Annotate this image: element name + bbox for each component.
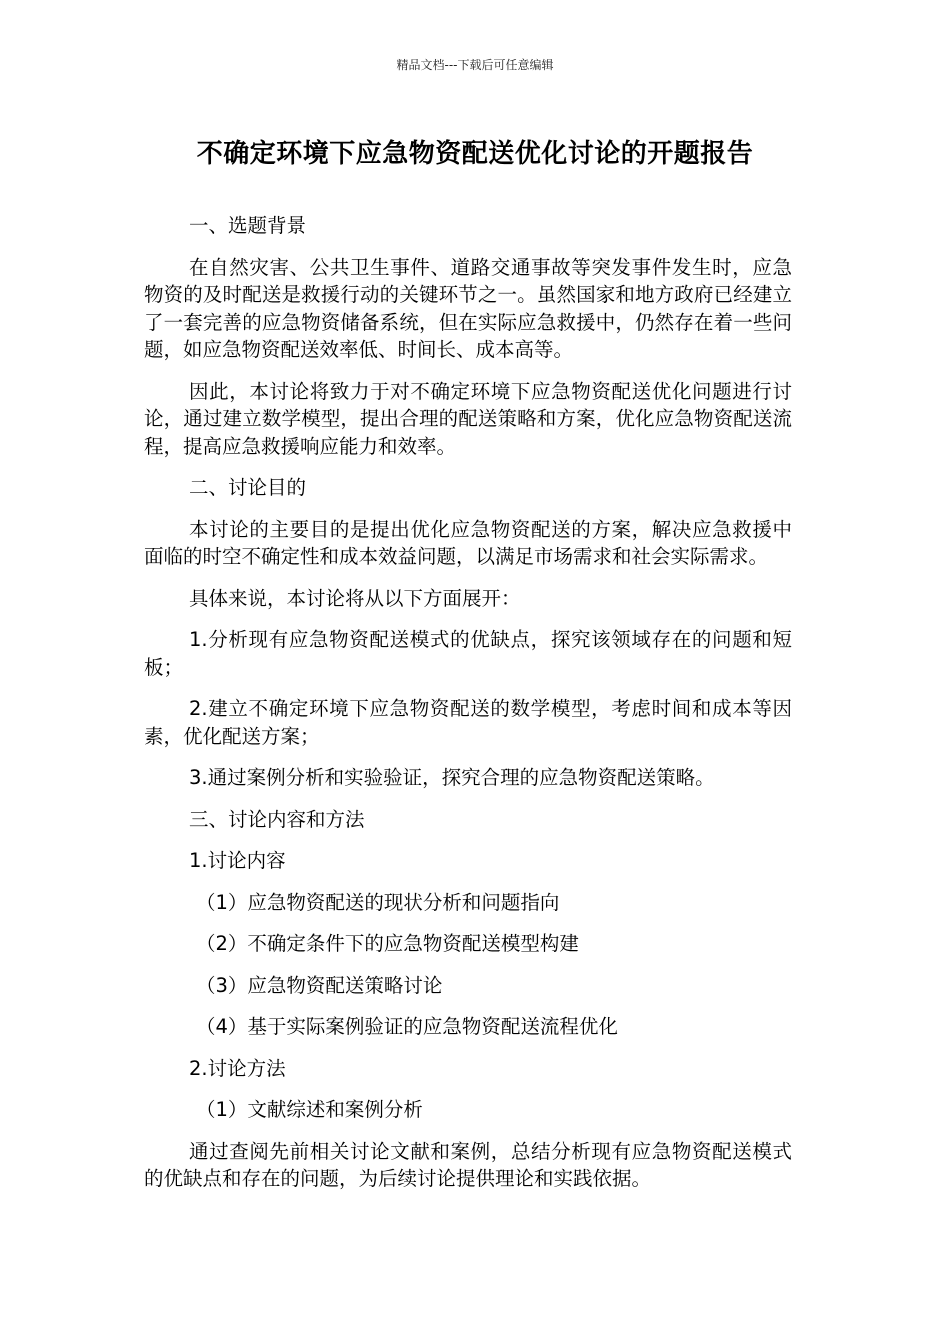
content-item: （4）基于实际案例验证的应急物资配送流程优化 <box>196 1015 618 1038</box>
content-item: （1）应急物资配送的现状分析和问题指向 <box>196 890 560 914</box>
section-heading-content-method: 三、讨论内容和方法 <box>189 807 365 831</box>
page-header: 精品文档---下载后可任意编辑 <box>396 58 554 72</box>
paragraph-method-1: 通过查阅先前相关讨论文献和案例，总结分析现有应急物资配送模式的优缺点和存在的问题，为后续讨论提供理论和实践依据。 <box>144 1139 792 1190</box>
section-heading-purpose: 二、讨论目的 <box>189 476 307 499</box>
paragraph-background-2: 因此，本讨论将致力于对不确定环境下应急物资配送优化问题进行讨论，通过建立数学模型，提出合理的配送策略和方案，优化应急物资配送流程，提高应急救援响应能力和效率。 <box>144 379 792 458</box>
subheading-content: 1.讨论内容 <box>189 849 286 872</box>
subheading-method: 2.讨论方法 <box>189 1056 286 1080</box>
paragraph-purpose-2: 具体来说，本讨论将从以下方面展开： <box>189 586 521 610</box>
content-item: （2）不确定条件下的应急物资配送模型构建 <box>196 932 579 955</box>
document-title: 不确定环境下应急物资配送优化讨论的开题报告 <box>196 139 754 169</box>
purpose-point-2: 2.建立不确定环境下应急物资配送的数学模型，考虑时间和成本等因素，优化配送方案； <box>144 697 792 748</box>
content-item: （3）应急物资配送策略讨论 <box>196 973 443 997</box>
document-body <box>144 212 792 1207</box>
paragraph-background-1: 在自然灾害、公共卫生事件、道路交通事故等突发事件发生时，应急物资的及时配送是救援行动的关键环节之一。虽然国家和地方政府已经建立了一套完善的应急物资储备系统，但在实际应急救援中，仍然存在着一些问题，如应急物资配送效率低、时间长、成本高等。 <box>144 255 792 361</box>
purpose-point-3: 3.通过案例分析和实验验证，探究合理的应急物资配送策略。 <box>189 766 715 789</box>
section-heading-background: 一、选题背景 <box>189 214 307 237</box>
purpose-point-1: 1.分析现有应急物资配送模式的优缺点，探究该领域存在的问题和短板； <box>144 628 792 679</box>
method-item: （1）文献综述和案例分析 <box>196 1098 423 1121</box>
paragraph-purpose-1: 本讨论的主要目的是提出优化应急物资配送的方案，解决应急救援中面临的时空不确定性和成本效益问题，以满足市场需求和社会实际需求。 <box>144 517 792 568</box>
